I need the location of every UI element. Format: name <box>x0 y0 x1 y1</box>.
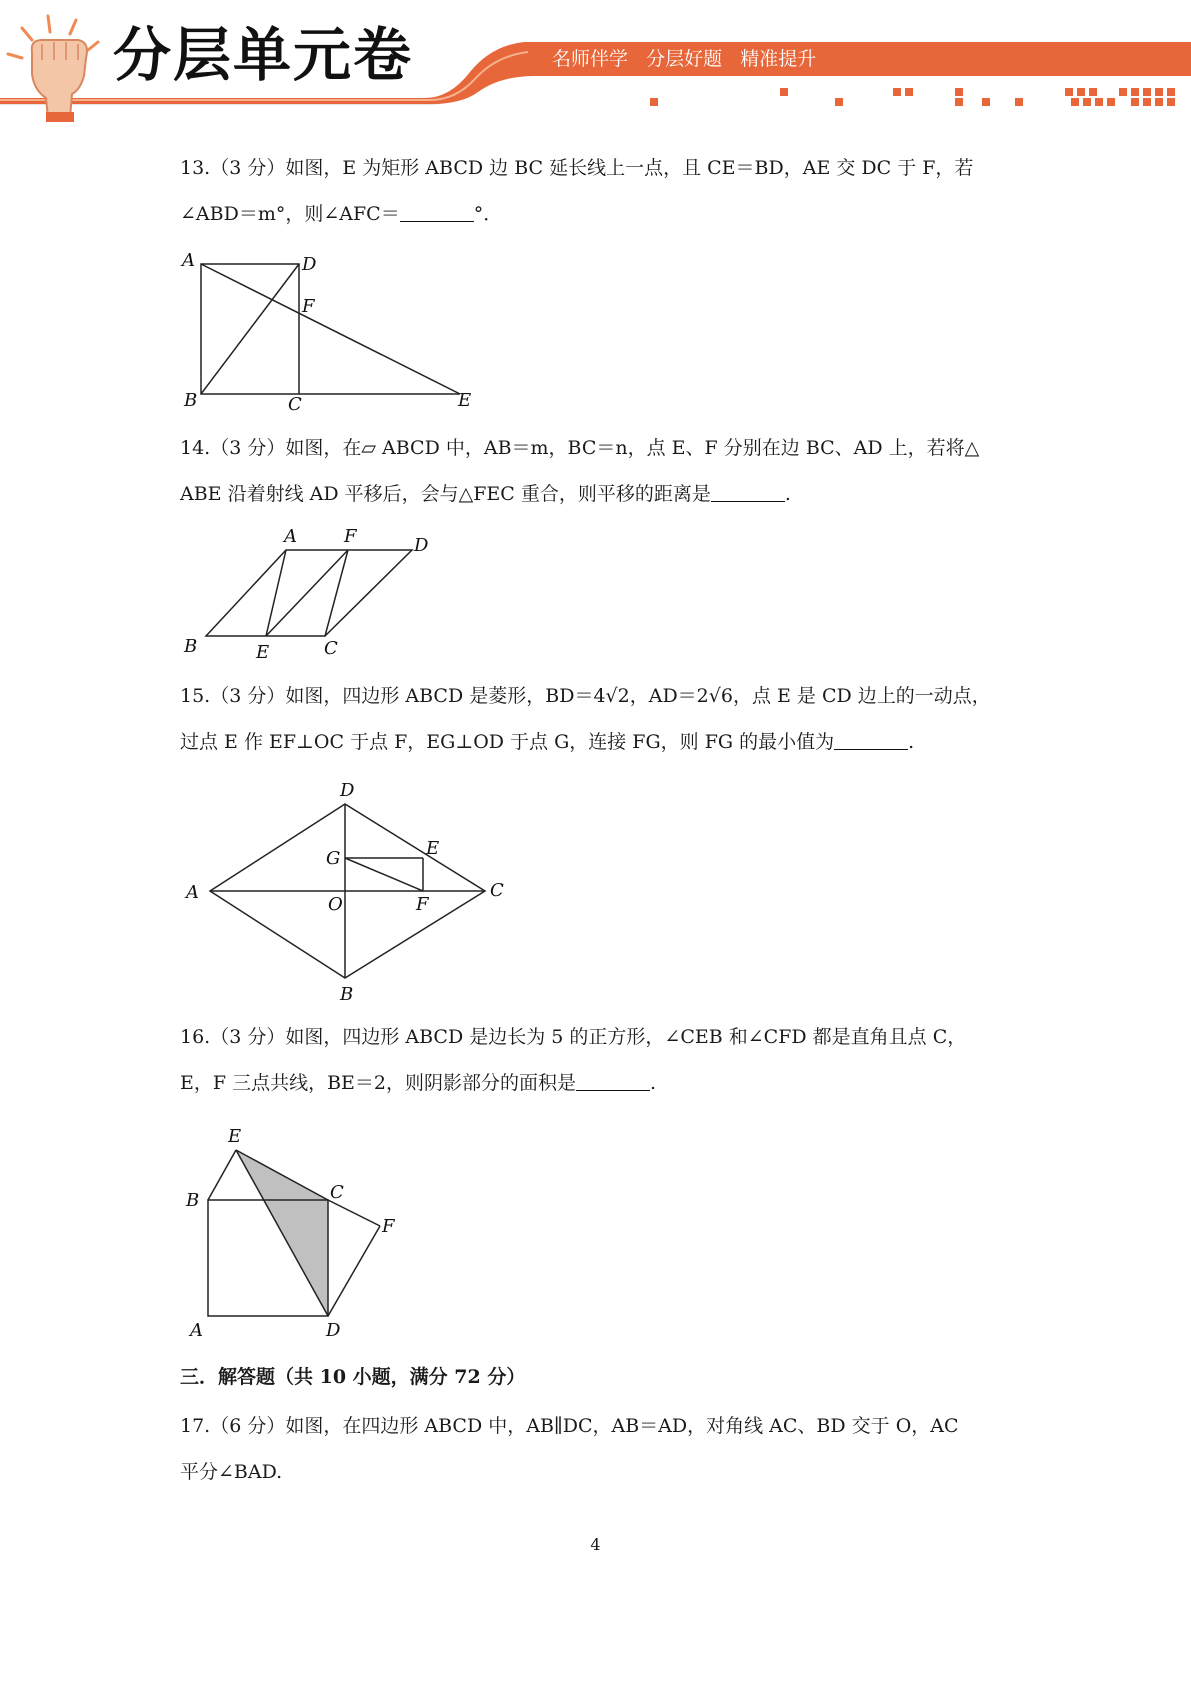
question-16 <box>180 1014 1020 1106</box>
label-C: C <box>324 638 338 659</box>
question-score: （3 分） <box>210 685 286 707</box>
label-D: D <box>302 254 317 275</box>
label-C: C <box>490 880 504 901</box>
question-text: 如图，四边形 ABCD 是边长为 5 的正方形，∠CEB 和∠CFD 都是直角且点 C， <box>285 1026 967 1048</box>
label-O: O <box>328 894 343 915</box>
label-A: A <box>186 882 199 903</box>
label-B: B <box>340 984 354 1005</box>
label-F: F <box>382 1216 395 1237</box>
page-header <box>0 0 1191 130</box>
question-15-line1 <box>180 673 1020 719</box>
figure-parallelogram-abcd <box>180 528 440 668</box>
header-dot-pattern <box>650 88 1175 106</box>
question-15 <box>180 673 1020 765</box>
question-16-line2 <box>180 1060 1020 1106</box>
label-E: E <box>458 390 472 411</box>
label-A: A <box>190 1320 203 1341</box>
label-D: D <box>414 535 429 556</box>
question-text: 如图，在四边形 ABCD 中，AB∥DC，AB＝AD，对角线 AC、BD 交于 O，AC <box>285 1415 959 1437</box>
question-number: 17. <box>180 1415 211 1437</box>
question-text: 如图，四边形 ABCD 是菱形，BD＝4√2，AD＝2√6，点 E 是 CD 边上的一动点， <box>285 685 991 707</box>
label-E: E <box>426 838 440 859</box>
question-number: 14. <box>180 437 211 459</box>
question-text: E，F 三点共线，BE＝2，则阴影部分的面积是 <box>180 1072 577 1094</box>
fist-logo-icon <box>8 16 98 122</box>
question-text: . <box>784 483 791 505</box>
question-text: . <box>650 1072 657 1094</box>
question-number: 13. <box>180 157 211 179</box>
label-D: D <box>340 780 355 801</box>
label-F: F <box>302 296 315 317</box>
question-14-line2 <box>180 471 1020 517</box>
label-F: F <box>416 894 429 915</box>
answer-blank <box>576 1072 650 1091</box>
label-C: C <box>288 394 302 415</box>
label-B: B <box>186 1190 200 1211</box>
answer-blank <box>834 731 908 750</box>
figure-rectangle-abcd <box>180 250 480 420</box>
figure-rhombus-abcd <box>180 778 520 1008</box>
question-score: （3 分） <box>210 437 286 459</box>
header-tagline: 名师伴学 分层好题 精准提升 <box>552 48 817 70</box>
question-13-line2 <box>180 191 1020 237</box>
question-score: （3 分） <box>210 157 286 179</box>
question-text: ∠ABD＝m°，则∠AFC＝ <box>180 203 400 225</box>
label-G: G <box>326 848 341 869</box>
answer-blank <box>711 483 785 502</box>
label-A: A <box>284 526 297 547</box>
question-17 <box>180 1403 1020 1495</box>
label-A: A <box>182 250 195 271</box>
question-16-line1 <box>180 1014 1020 1060</box>
label-F: F <box>344 526 357 547</box>
question-score: （6 分） <box>210 1415 286 1437</box>
brand-title: 分层单元卷 <box>113 21 414 89</box>
section-heading: 三．解答题（共 10 小题，满分 72 分） <box>180 1366 526 1388</box>
label-B: B <box>184 390 198 411</box>
question-17-line2: 平分∠BAD. <box>180 1461 283 1483</box>
question-number: 15. <box>180 685 211 707</box>
question-15-line2 <box>180 719 1020 765</box>
question-text: °． <box>473 203 503 225</box>
question-14 <box>180 425 1020 517</box>
label-B: B <box>184 636 198 657</box>
question-14-line1 <box>180 425 1020 471</box>
question-text: 如图，在▱ ABCD 中，AB＝m，BC＝n，点 E、F 分别在边 BC、AD 上，若将△ <box>285 437 980 459</box>
question-text: ABE 沿着射线 AD 平移后，会与△FEC 重合，则平移的距离是 <box>180 483 711 505</box>
question-13 <box>180 145 1020 237</box>
question-13-line1 <box>180 145 1020 191</box>
question-number: 16. <box>180 1026 211 1048</box>
page-number: 4 <box>590 1535 601 1554</box>
label-E: E <box>256 642 270 663</box>
question-17-line1 <box>180 1403 1020 1449</box>
label-D: D <box>326 1320 341 1341</box>
question-text: . <box>908 731 915 753</box>
label-E: E <box>228 1126 242 1147</box>
question-text: 过点 E 作 EF⊥OC 于点 F，EG⊥OD 于点 G，连接 FG，则 FG 的最小值为 <box>180 731 835 753</box>
label-C: C <box>330 1182 344 1203</box>
question-text: 如图，E 为矩形 ABCD 边 BC 延长线上一点，且 CE＝BD，AE 交 DC 于 F，若 <box>285 157 974 179</box>
question-score: （3 分） <box>210 1026 286 1048</box>
answer-blank <box>400 203 474 222</box>
figure-square-abcd <box>180 1118 420 1348</box>
